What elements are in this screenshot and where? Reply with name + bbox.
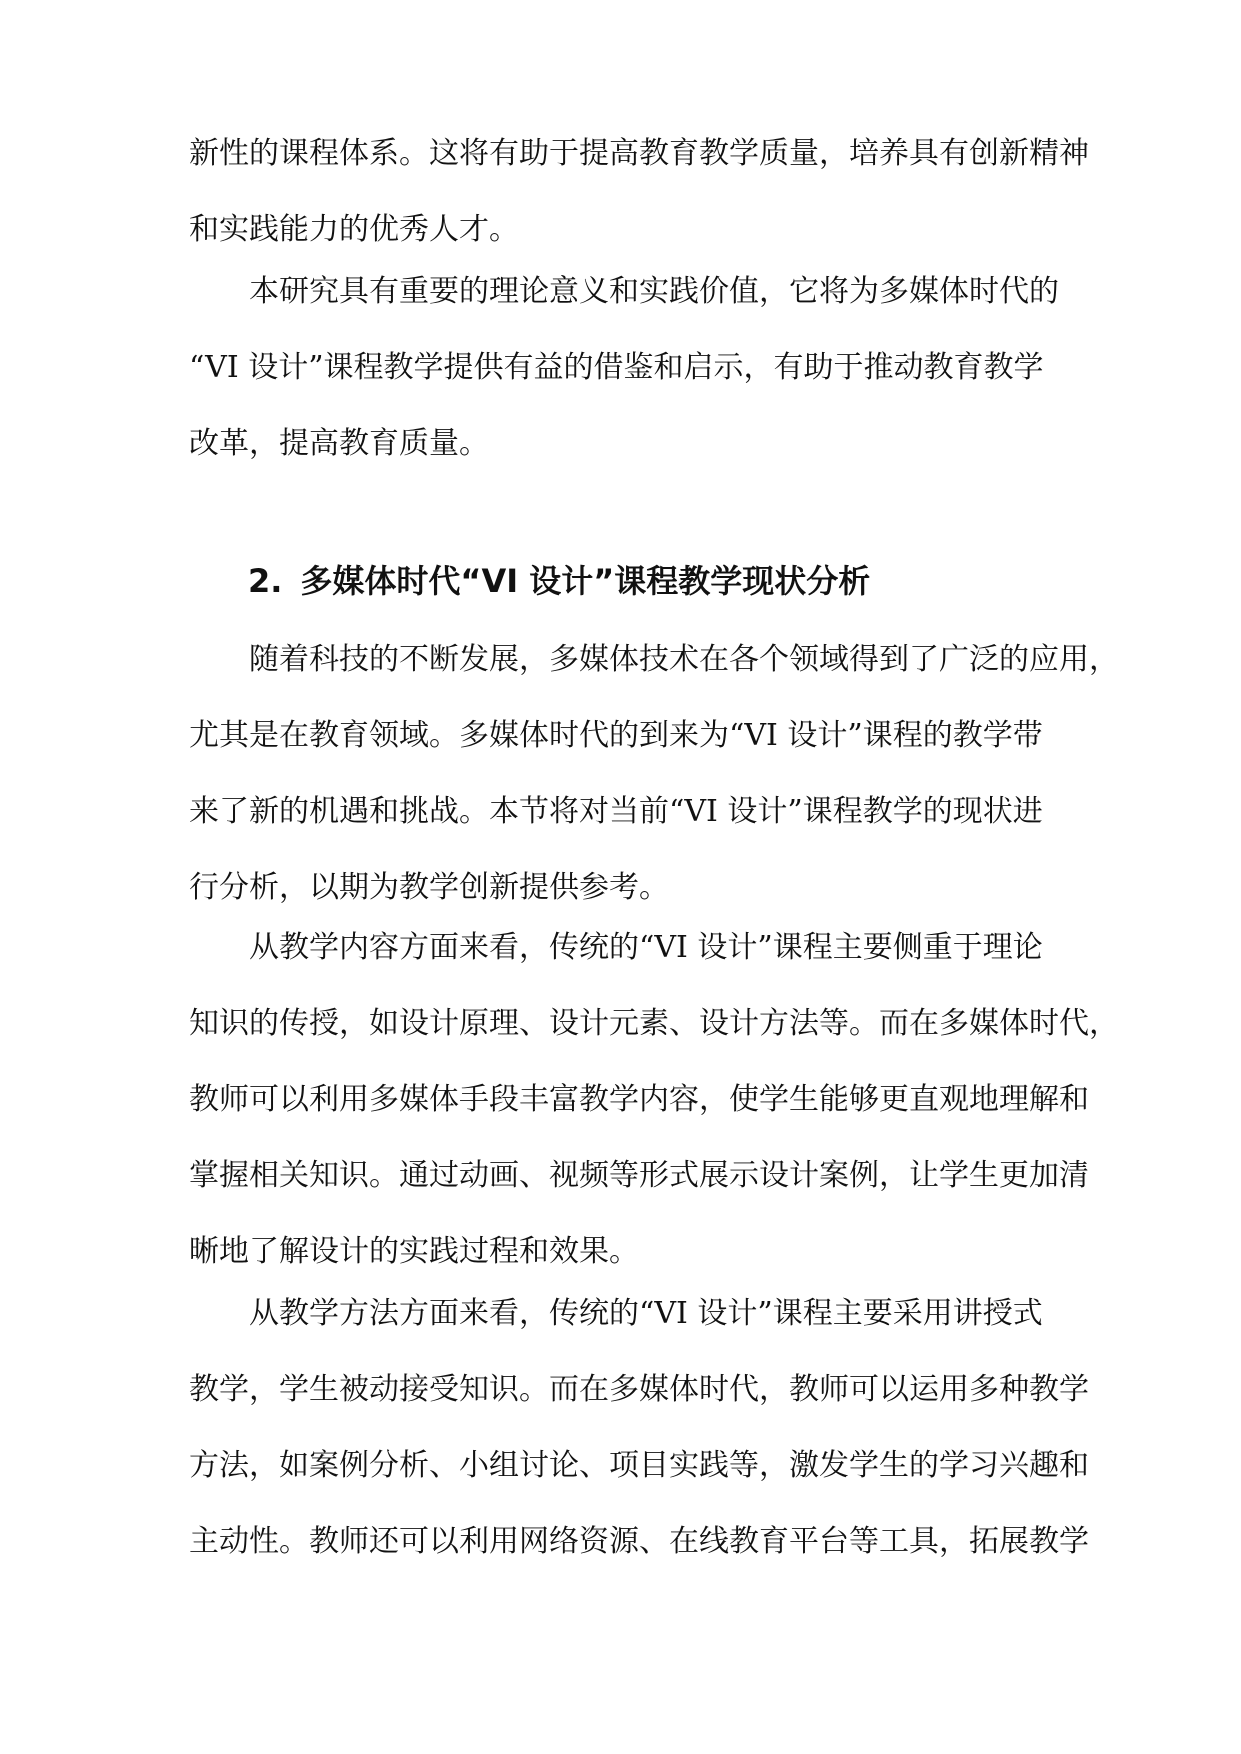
- text-line: 掌握相关知识。通过动画、视频等形式展示设计案例，让学生更加清: [189, 1158, 1089, 1193]
- section-title: 多媒体时代“VI 设计”课程教学现状分析: [300, 562, 871, 600]
- text-line: 行分析，以期为教学创新提供参考。: [189, 870, 669, 905]
- paragraph-content: [189, 910, 1119, 1290]
- text-line: 新性的课程体系。这将有助于提高教育教学质量，培养具有创新精神: [189, 136, 1089, 171]
- text-line: 从教学方法方面来看，传统的“VI 设计”课程主要采用讲授式: [249, 1296, 1043, 1331]
- paragraph-methods: [189, 1276, 1089, 1580]
- text-line: 改革，提高教育质量。: [189, 426, 489, 461]
- text-line: 教师可以利用多媒体手段丰富教学内容，使学生能够更直观地理解和: [189, 1082, 1089, 1117]
- text-line: 知识的传授，如设计原理、设计元素、设计方法等。而在多媒体时代，: [189, 1006, 1119, 1041]
- text-line: 本研究具有重要的理论意义和实践价值，它将为多媒体时代的: [249, 274, 1059, 309]
- text-line: “VI 设计”课程教学提供有益的借鉴和启示，有助于推动教育教学: [189, 350, 1044, 385]
- text-line: 教学，学生被动接受知识。而在多媒体时代，教师可以运用多种教学: [189, 1372, 1089, 1407]
- text-line: 来了新的机遇和挑战。本节将对当前“VI 设计”课程教学的现状进: [189, 794, 1043, 829]
- text-line: 尤其是在教育领域。多媒体时代的到来为“VI 设计”课程的教学带: [189, 718, 1043, 753]
- text-line: 主动性。教师还可以利用网络资源、在线教育平台等工具，拓展教学: [189, 1524, 1089, 1559]
- section-number: 2.: [248, 562, 283, 600]
- text-line: 随着科技的不断发展，多媒体技术在各个领域得到了广泛的应用，: [249, 642, 1119, 677]
- paragraph-continuation: [189, 116, 1089, 268]
- paragraph-intro: [189, 622, 1119, 926]
- text-line: 晰地了解设计的实践过程和效果。: [189, 1234, 639, 1269]
- text-line: 从教学内容方面来看，传统的“VI 设计”课程主要侧重于理论: [249, 930, 1043, 965]
- paragraph-significance: [189, 254, 1061, 482]
- section-heading: [248, 557, 870, 605]
- text-line: 方法，如案例分析、小组讨论、项目实践等，激发学生的学习兴趣和: [189, 1448, 1089, 1483]
- text-line: 和实践能力的优秀人才。: [189, 212, 519, 247]
